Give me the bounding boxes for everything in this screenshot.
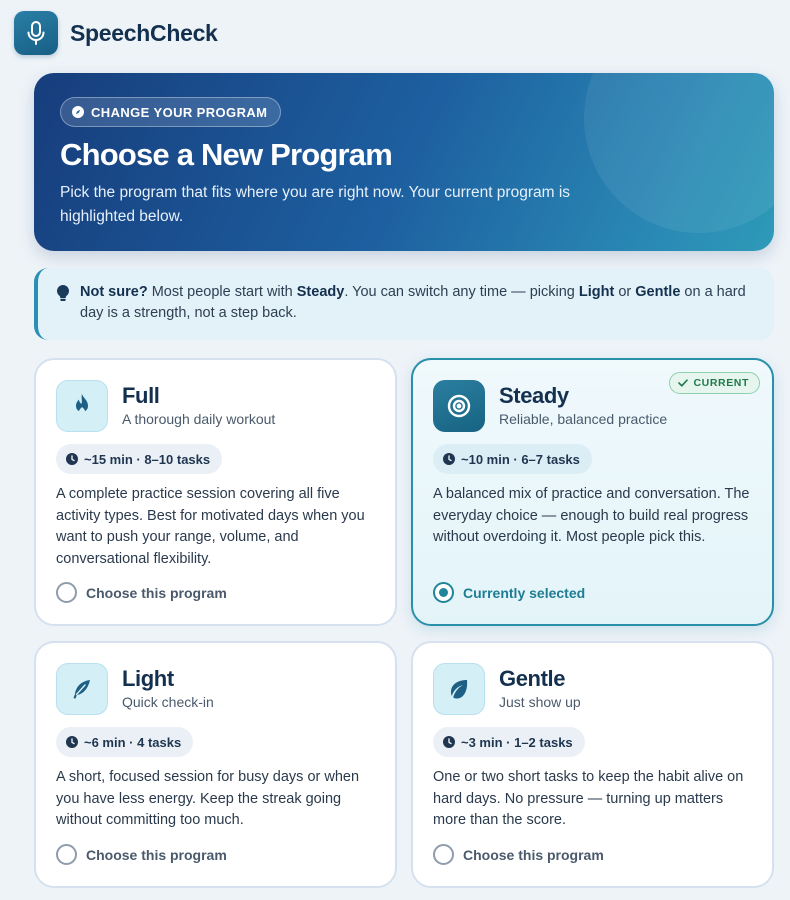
clock-icon [66,453,78,465]
app-name[interactable]: SpeechCheck [70,19,218,46]
program-tagline: A thorough daily workout [122,411,276,427]
program-card-light[interactable] [34,641,397,888]
program-tagline: Just show up [499,694,581,710]
page-title: Choose a New Program [60,137,392,172]
program-tagline: Reliable, balanced practice [499,411,668,427]
clock-icon [443,736,455,748]
current-badge: CURRENT [669,372,760,394]
program-name: Steady [499,383,569,408]
lightbulb-icon [56,284,70,302]
choose-program-button[interactable]: Choose this program [56,582,227,603]
flame-icon [56,380,108,432]
clock-icon [443,453,455,465]
hero-banner [34,73,774,251]
hero-badge-label: CHANGE YOUR PROGRAM [91,104,268,120]
leaf-icon [433,663,485,715]
radio-dot [439,588,448,597]
program-card-full[interactable] [34,358,397,626]
program-duration: ~10 min · 6–7 tasks [433,444,592,474]
program-card-steady[interactable] [411,358,774,626]
page-subtitle: Pick the program that fits where you are right now. Your current program is highlighted below. [60,184,571,225]
target-icon [433,380,485,432]
program-name: Gentle [499,666,566,691]
program-tagline: Quick check-in [122,694,214,710]
hero-badge [60,97,281,127]
currently-selected-indicator[interactable]: Currently selected [433,582,585,603]
program-description: A balanced mix of practice and conversation. The everyday choice — enough to build real progress without overdoing it. Most people pick this. [433,486,750,545]
radio-button-selected[interactable] [433,582,454,603]
program-description: One or two short tasks to keep the habit alive on hard days. No pressure — turning up matters more than the score. [433,769,744,828]
program-card-gentle[interactable] [411,641,774,888]
program-name: Full [122,383,160,408]
program-duration: ~6 min · 4 tasks [56,727,193,757]
program-duration: ~3 min · 1–2 tasks [433,727,585,757]
choose-program-button[interactable]: Choose this program [56,844,227,865]
radio-button[interactable] [56,844,77,865]
radio-button[interactable] [56,582,77,603]
clock-icon [66,736,78,748]
radio-button[interactable] [433,844,454,865]
tip-lead: Not sure? [80,284,148,300]
feather-icon [56,663,108,715]
checkmark-icon [678,379,688,387]
program-name: Light [122,666,174,691]
program-duration: ~15 min · 8–10 tasks [56,444,222,474]
program-description: A complete practice session covering all five activity types. Best for motivated days when you want to push your range, volume, and conversational flexibility. [56,486,365,567]
tip-callout [34,268,774,340]
program-description: A short, focused session for busy days or when you have less energy. Keep the streak going without committing too much. [56,769,360,828]
microphone-icon[interactable] [14,11,58,55]
app-header [14,11,218,55]
compass-icon [72,106,84,118]
choose-program-button[interactable]: Choose this program [433,844,604,865]
tip-text: Not sure? Most people start with Steady. You can switch any time — picking Light or Gentle on a hard day is a strength, not a step back. [80,284,746,321]
